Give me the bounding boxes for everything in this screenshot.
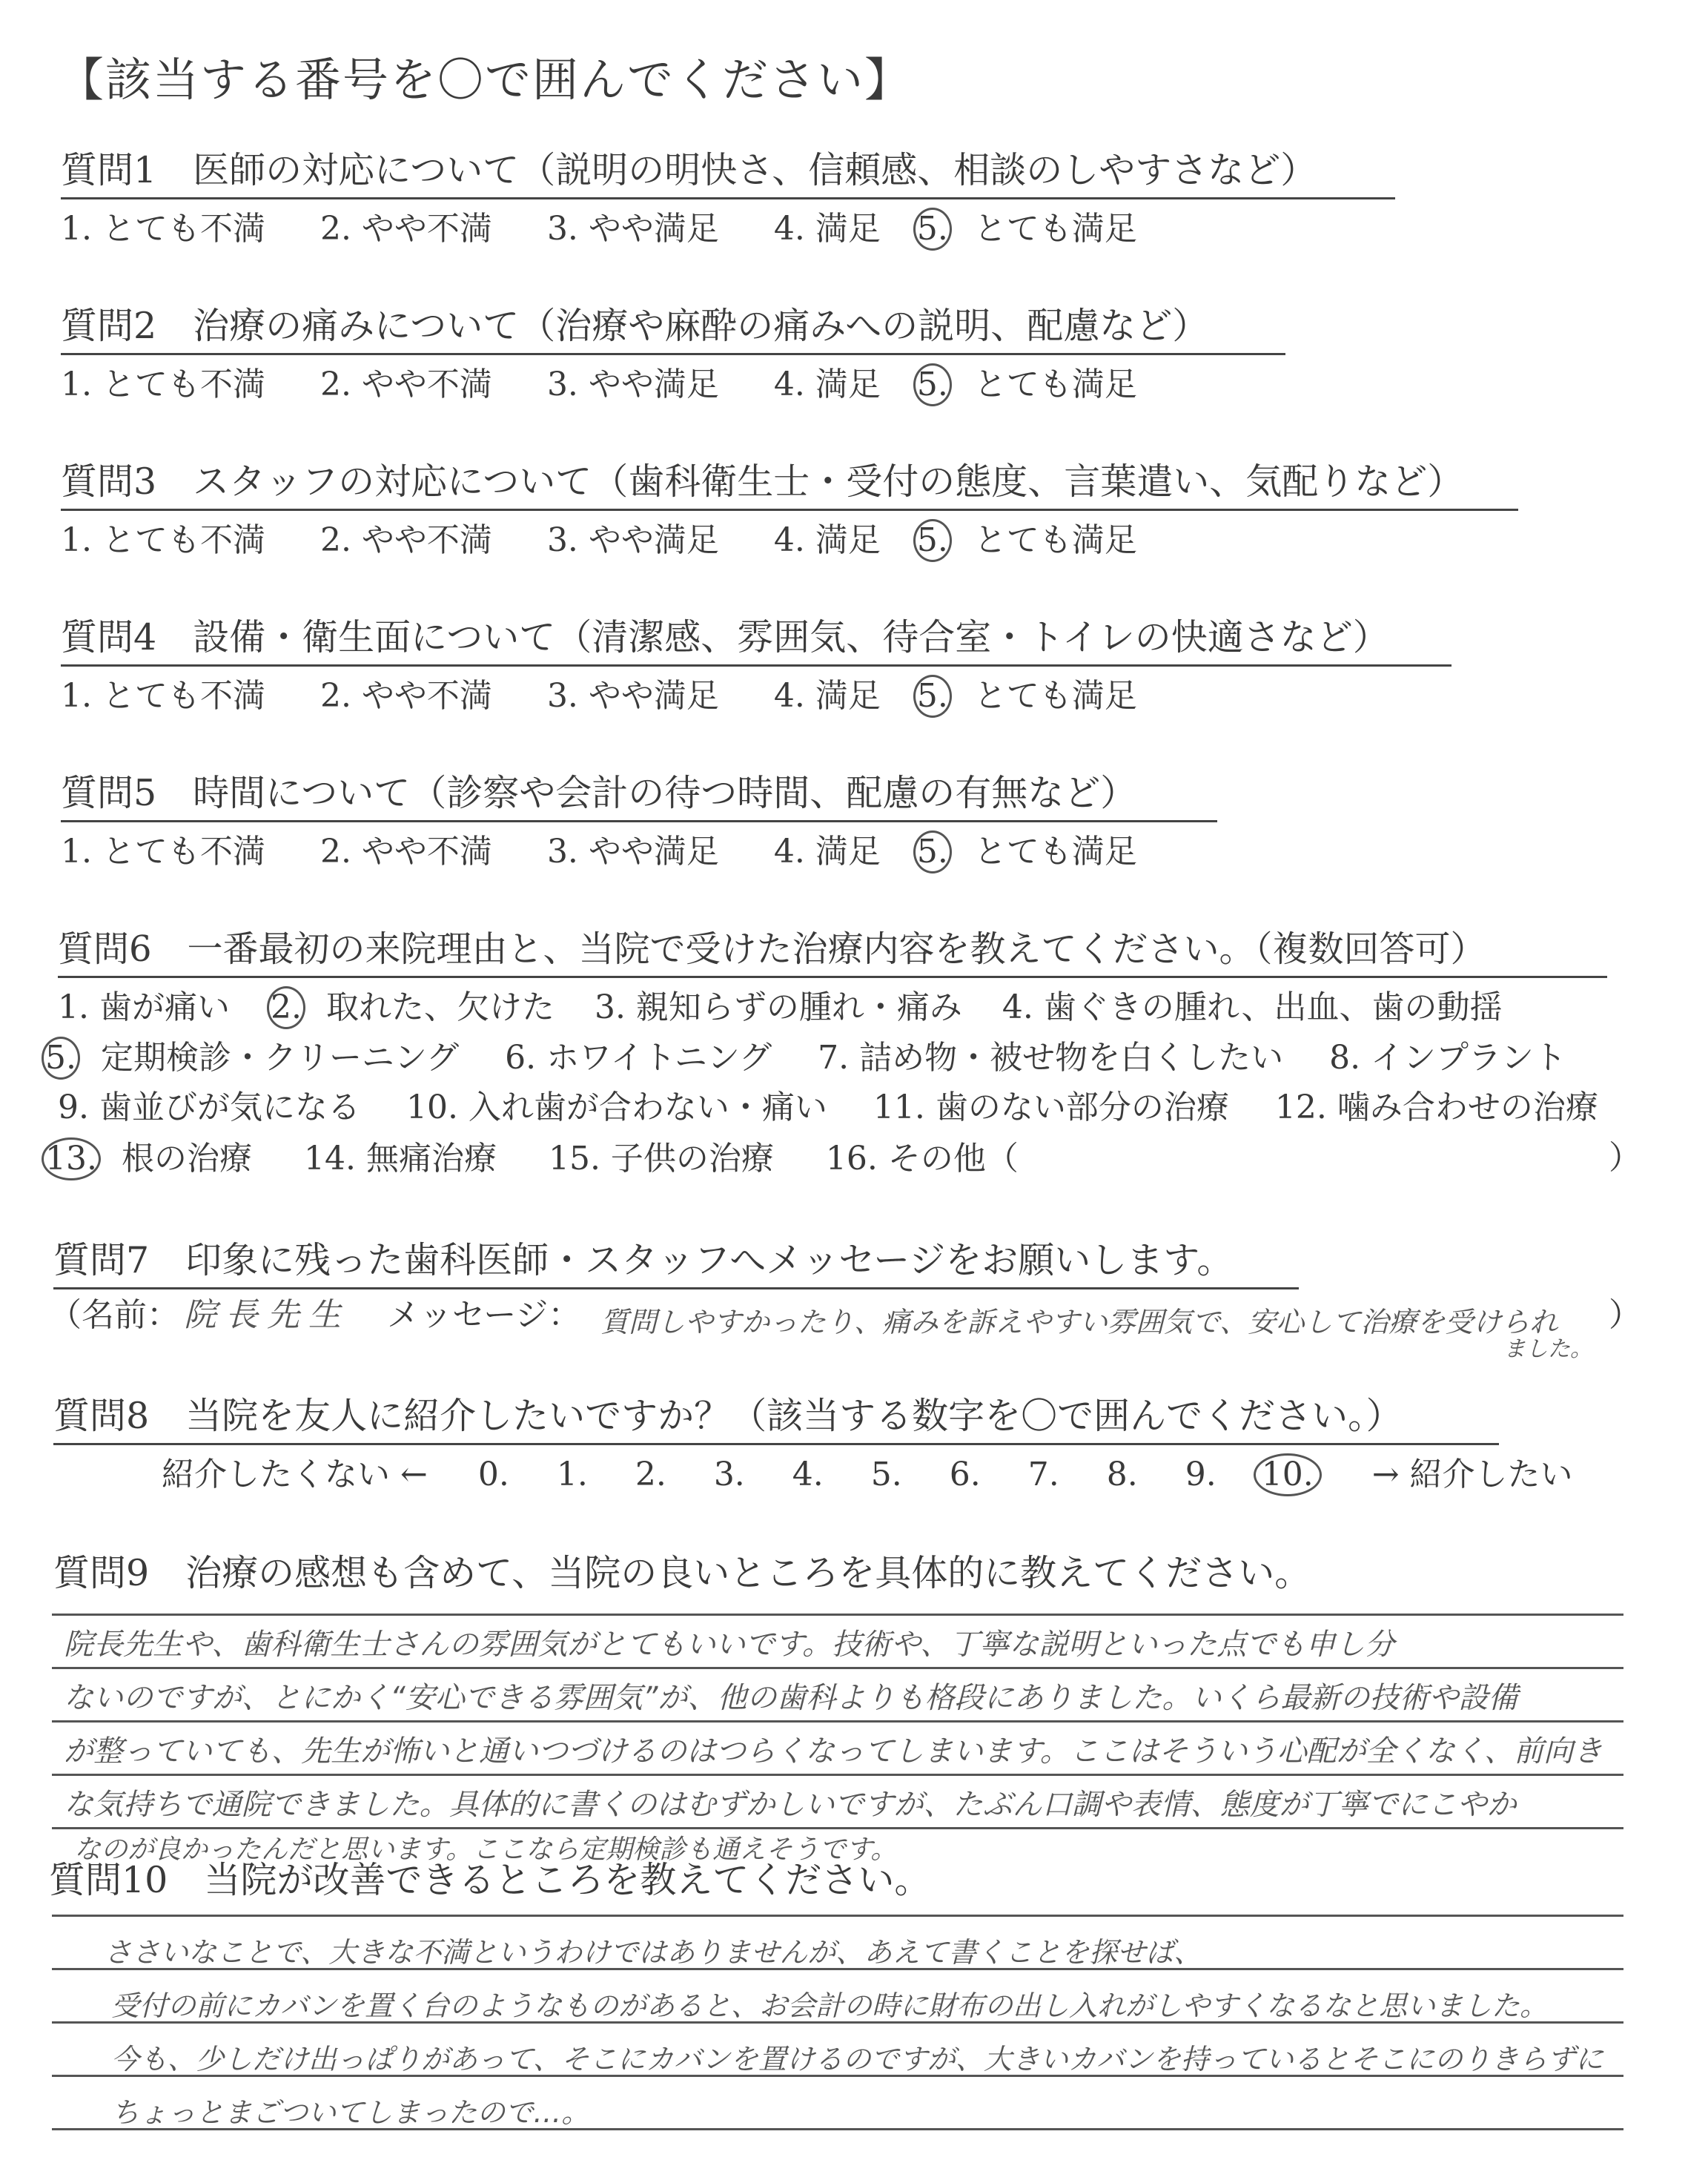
selected-option-circle[interactable]: 2. (267, 986, 305, 1029)
question-8-title: 質問8 当院を友人に紹介したいですか？（該当する数字を〇で囲んでください。） (53, 1395, 1403, 1437)
answer-text-line[interactable]: ないのですが、とにかく“安心できる雰囲気”が、他の歯科よりも格段にありました。いくら最新の技術や設備 (64, 1681, 1518, 1715)
message-text-continued[interactable]: ました。 (1503, 1336, 1592, 1362)
option[interactable]: 1. とても不満 (61, 521, 265, 559)
selected-option-circle[interactable]: 5. (913, 519, 952, 562)
answer-text-line[interactable]: 院長先生や、歯科衛生士さんの雰囲気がとてもいいです。技術や、丁寧な説明といった点でも申し分 (64, 1628, 1395, 1662)
option[interactable]: 3. やや満足 (546, 677, 719, 715)
question-5-options (61, 830, 1137, 873)
option[interactable]: 2. やや不満 (320, 677, 492, 715)
page-title: 【該当する番号を〇で囲んでください】 (58, 53, 913, 107)
scale-option-0[interactable]: 0. (477, 1456, 509, 1493)
answer-text-line[interactable]: 今も、少しだけ出っぱりがあって、そこにカバンを置けるのですが、大きいカバンを持っているとそこにのりきらずに (111, 2043, 1603, 2075)
answer-text-line[interactable]: 受付の前にカバンを置く台のようなものがあると、お会計の時に財布の出し入れがしやすくなるなと思いました。 (111, 1989, 1549, 2022)
question-1-title: 質問1 医師の対応について（説明の明快さ、信頼感、相談のしやすさなど） (61, 149, 1317, 191)
question-3-title: 質問3 スタッフの対応について（歯科衛生士・受付の態度、言葉遣い、気配りなど） (61, 460, 1464, 503)
option[interactable]: 3. やや満足 (546, 521, 719, 559)
option[interactable]: 3. やや満足 (546, 210, 719, 248)
option[interactable]: 1. とても不満 (61, 366, 265, 403)
question-3-options (61, 519, 1137, 562)
option-label: とても満足 (973, 833, 1137, 871)
option[interactable]: 2. やや不満 (320, 833, 492, 871)
option[interactable]: 4. 満足 (773, 521, 881, 559)
answer-text-line[interactable]: ささいなことで、大きな不満というわけではありませんが、あえて書くことを探せば、 (104, 1936, 1202, 1969)
answer-text-line[interactable]: な気持ちで通院できました。具体的に書くのはむずかしいですが、たぶん口調や表情、態度が丁寧でにこやか (64, 1788, 1517, 1822)
question-5-underline (61, 820, 1217, 822)
question-6-underline (58, 976, 1607, 978)
option[interactable]: 2. やや不満 (320, 366, 492, 403)
selected-option-circle[interactable]: 5. (913, 363, 952, 406)
answer-line (52, 1915, 1623, 1917)
option[interactable]: 3. やや満足 (546, 833, 719, 871)
question-6-row-3 (58, 1087, 1598, 1129)
option[interactable]: 3. 親知らずの腫れ・痛み (594, 988, 962, 1026)
selected-option-circle[interactable]: 5. (913, 675, 952, 718)
question-7-title: 質問7 印象に残った歯科医師・スタッフへメッセージをお願いします。 (53, 1239, 1234, 1281)
option[interactable]: 2. やや不満 (320, 210, 492, 248)
option[interactable]: 12. 噛み合わせの治療 (1274, 1089, 1598, 1126)
option-label: とても満足 (973, 521, 1137, 559)
scale-option-3[interactable]: 3. (713, 1456, 745, 1493)
option[interactable]: 2. やや不満 (320, 521, 492, 559)
message-name-label: （名前： (49, 1296, 179, 1334)
answer-text-line[interactable]: ちょっとまごついてしまったので…。 (111, 2096, 590, 2129)
question-4-options (61, 675, 1137, 718)
message-text[interactable]: 質問しやすかったり、痛みを訴えやすい雰囲気で、安心して治療を受けられ (600, 1306, 1558, 1338)
option[interactable]: 16. その他（ (825, 1140, 1019, 1178)
answer-line (52, 1774, 1623, 1776)
option[interactable]: 1. とても不満 (61, 677, 265, 715)
scale-option-8[interactable]: 8. (1106, 1456, 1138, 1493)
option[interactable]: 3. やや満足 (546, 366, 719, 403)
message-close-paren: ） (1609, 1296, 1641, 1334)
option[interactable]: 8. インプラント (1329, 1039, 1567, 1077)
option-label: とても満足 (973, 366, 1137, 403)
question-1-underline (61, 197, 1395, 199)
message-name-value[interactable]: 院長先生 (184, 1296, 350, 1334)
selected-option-circle[interactable]: 5. (913, 830, 952, 873)
option-label: 根の治療 (121, 1140, 252, 1178)
question-2-title: 質問2 治療の痛みについて（治療や麻酔の痛みへの説明、配慮など） (61, 305, 1209, 347)
option-label: とても満足 (973, 677, 1137, 715)
question-6-row-4 (44, 1137, 1019, 1180)
selected-option-circle[interactable]: 5. (42, 1037, 80, 1080)
scale-right-label: → 紹介したい (1371, 1456, 1573, 1493)
option[interactable]: 9. 歯並びが気になる (58, 1089, 360, 1126)
scale-option-6[interactable]: 6. (949, 1456, 981, 1493)
question-6-row-1 (58, 986, 1503, 1029)
option[interactable]: 4. 満足 (773, 677, 881, 715)
option[interactable]: 7. 詰め物・被せ物を白くしたい (818, 1039, 1284, 1077)
option[interactable]: 4. 満足 (773, 366, 881, 403)
question-4-underline (61, 664, 1452, 667)
answer-line (52, 1720, 1623, 1723)
selected-option-circle[interactable]: 5. (913, 208, 952, 251)
option[interactable]: 6. ホワイトニング (505, 1039, 772, 1077)
option[interactable]: 1. とても不満 (61, 833, 265, 871)
selected-option-circle[interactable]: 10. (1254, 1453, 1322, 1496)
option[interactable]: 14. 無痛治療 (303, 1140, 497, 1178)
scale-option-7[interactable]: 7. (1027, 1456, 1059, 1493)
selected-option-circle[interactable]: 13. (42, 1137, 101, 1180)
option[interactable]: 1. 歯が痛い (58, 988, 230, 1026)
option[interactable]: 1. とても不満 (61, 210, 265, 248)
question-6-row-2 (44, 1037, 1566, 1080)
question-3-underline (61, 509, 1518, 511)
option[interactable]: 11. 歯のない部分の治療 (873, 1089, 1229, 1126)
question-4-title: 質問4 設備・衛生面について（清潔感、雰囲気、待合室・トイレの快適さなど） (61, 616, 1389, 658)
answer-line (52, 1667, 1623, 1669)
option-label: 取れた、欠けた (325, 988, 555, 1026)
scale-left-label: 紹介したくない ← (162, 1456, 428, 1493)
question-1-options (61, 208, 1137, 251)
question-5-title: 質問5 時間について（診察や会計の待つ時間、配慮の有無など） (61, 772, 1137, 814)
option[interactable]: 4. 歯ぐきの腫れ、出血、歯の動揺 (1002, 988, 1503, 1026)
option[interactable]: 15. 子供の治療 (548, 1140, 774, 1178)
question-2-underline (61, 353, 1285, 355)
option[interactable]: 4. 満足 (773, 833, 881, 871)
scale-option-4[interactable]: 4. (792, 1456, 824, 1493)
question-2-options (61, 363, 1137, 406)
option-label: とても満足 (973, 210, 1137, 248)
option-label: 定期検診・クリーニング (100, 1039, 460, 1077)
question-7-underline (53, 1287, 1299, 1289)
scale-option-2[interactable]: 2. (635, 1456, 666, 1493)
answer-text-line[interactable]: なのが良かったんだと思います。ここなら定期検診も通えそうです。 (74, 1834, 898, 1865)
message-label: メッセージ： (387, 1296, 581, 1334)
scale-option-9[interactable]: 9. (1185, 1456, 1217, 1493)
scale-option-5[interactable]: 5. (870, 1456, 902, 1493)
other-close-paren: ） (1609, 1139, 1641, 1177)
recommend-scale (162, 1453, 1573, 1496)
option[interactable]: 10. 入れ歯が合わない・痛い (406, 1089, 827, 1126)
question-9-title: 質問9 治療の感想も含めて、当院の良いところを具体的に教えてください。 (53, 1552, 1311, 1594)
answer-line (52, 1614, 1623, 1616)
question-8-underline (53, 1443, 1499, 1445)
answer-text-line[interactable]: が整っていても、先生が怖いと通いつづけるのはつらくなってしまいます。ここはそういう心配が全くなく、前向き (64, 1734, 1603, 1768)
question-6-title: 質問6 一番最初の来院理由と、当院で受けた治療内容を教えてください。（複数回答可） (58, 928, 1486, 970)
scale-option-1[interactable]: 1. (556, 1456, 588, 1493)
option[interactable]: 4. 満足 (773, 210, 881, 248)
question-10-title: 質問10 当院が改善できるところを教えてください。 (49, 1859, 931, 1901)
